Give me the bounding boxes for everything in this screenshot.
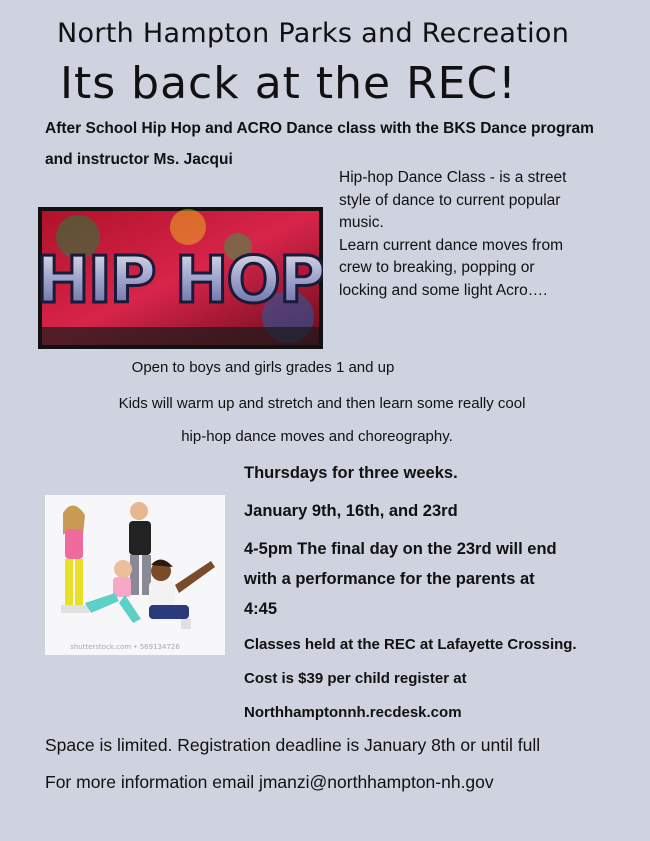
dancing-kids-image [45,495,225,655]
deadline-text: Space is limited. Registration deadline is January 8th or until full [45,735,541,755]
class-details [244,458,644,728]
description-line: crew to breaking, popping or [339,259,535,276]
schedule-time: 4:45 [244,600,278,618]
intro-line: and instructor Ms. Jacqui [45,151,233,168]
intro-line: After School Hip Hop and ACRO Dance class with the BKS Dance program [45,120,594,137]
description-line: Learn current dance moves from [339,236,563,254]
schedule-time: 4-5pm The final day on the 23rd will end [244,540,557,558]
schedule-dates: January 9th, 16th, and 23rd [244,502,458,520]
contact-text: For more information email jmanzi@northhampton-nh.gov [45,772,494,792]
headline: Its back at the REC! [60,58,517,109]
registration-website: Northhamptonnh.recdesk.com [244,704,462,721]
image-watermark: shutterstock.com • 569134726 [70,643,180,651]
class-description [339,167,629,302]
schedule-frequency: Thursdays for three weeks. [244,464,458,482]
intro-text [45,113,635,175]
graffiti-text: HIP HOP [38,244,323,318]
description-line: Hip-hop Dance Class - is a street [339,169,567,186]
location-text: Classes held at the REC at Lafayette Crossing. [244,636,577,653]
description-line: locking and some light Acro…. [339,281,548,299]
cost-text: Cost is $39 per child register at [244,670,467,687]
org-title: North Hampton Parks and Recreation [57,18,570,49]
description-line: style of dance to current popular [339,191,561,209]
schedule-time: with a performance for the parents at [244,570,535,588]
activity-line: Kids will warm up and stretch and then learn some really cool [118,395,526,412]
hiphop-graffiti-image [38,207,323,349]
eligibility-line: Open to boys and girls grades 1 and up [131,359,395,376]
description-line: music. [339,214,384,231]
activity-line: hip-hop dance moves and choreography. [181,428,453,445]
